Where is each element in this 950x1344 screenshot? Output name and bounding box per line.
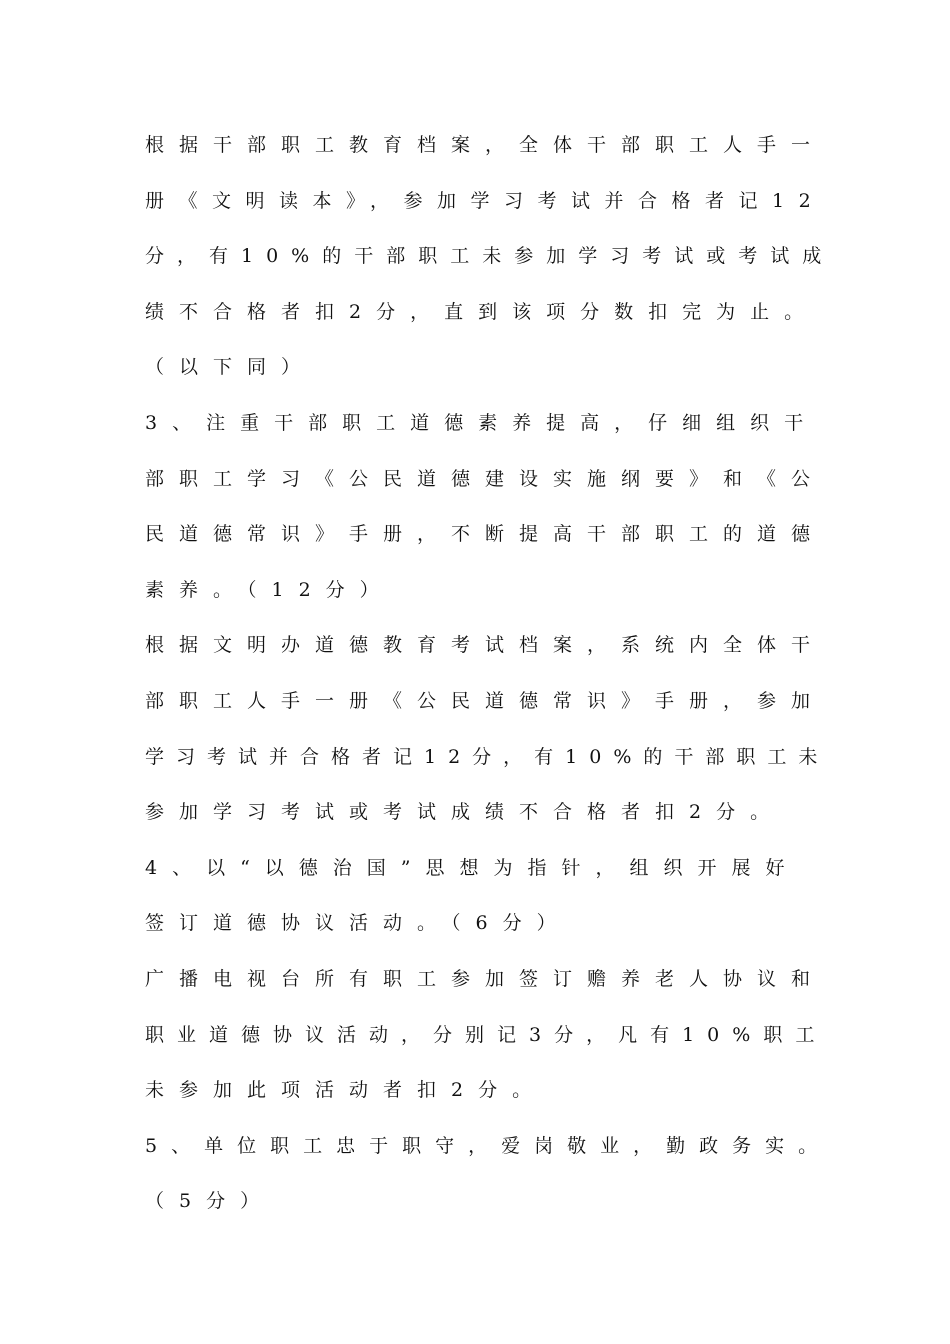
text-line: 学习考试并合格者记12分，有10%的干部职工未 <box>145 745 830 768</box>
text-line: 根据文明办道德教育考试档案，系统内全体干 <box>145 634 826 657</box>
text-line: 分，有10%的干部职工未参加学习考试或考试成 <box>145 245 835 268</box>
text-line: 未参加此项活动者扣2分。 <box>145 1079 547 1102</box>
text-line: 职业道德协议活动，分别记3分，凡有10%职工 <box>145 1023 828 1046</box>
text-line: （5分） <box>145 1190 275 1213</box>
text-line: 根据干部职工教育档案，全体干部职工人手一 <box>145 134 826 156</box>
text-line: 4、以“以德治国”思想为指针，组织开展好 <box>145 856 800 879</box>
document-body <box>145 128 835 1240</box>
text-line: 绩不合格者扣2分，直到该项分数扣完为止。 <box>145 300 819 323</box>
text-line: 册《文明读本》，参加学习考试并合格者记12 <box>145 189 826 212</box>
text-line: 参加学习考试或考试成绩不合格者扣2分。 <box>145 801 785 824</box>
text-line: 5、单位职工忠于职守，爱岗敬业，勤政务实。 <box>145 1134 832 1157</box>
text-line: 3、注重干部职工道德素养提高，仔细组织干 <box>145 411 819 434</box>
text-line: 部职工人手一册《公民道德常识》手册，参加 <box>145 689 826 712</box>
text-line: 广播电视台所有职工参加签订赡养老人协议和 <box>145 967 826 990</box>
text-line: （以下同） <box>145 356 316 379</box>
text-line: 签订道德协议活动。（6分） <box>145 912 571 935</box>
text-line: 部职工学习《公民道德建设实施纲要》和《公 <box>145 467 826 490</box>
text-line: 素养。（12分） <box>145 578 394 601</box>
text-line: 民道德常识》手册，不断提高干部职工的道德 <box>145 523 826 546</box>
